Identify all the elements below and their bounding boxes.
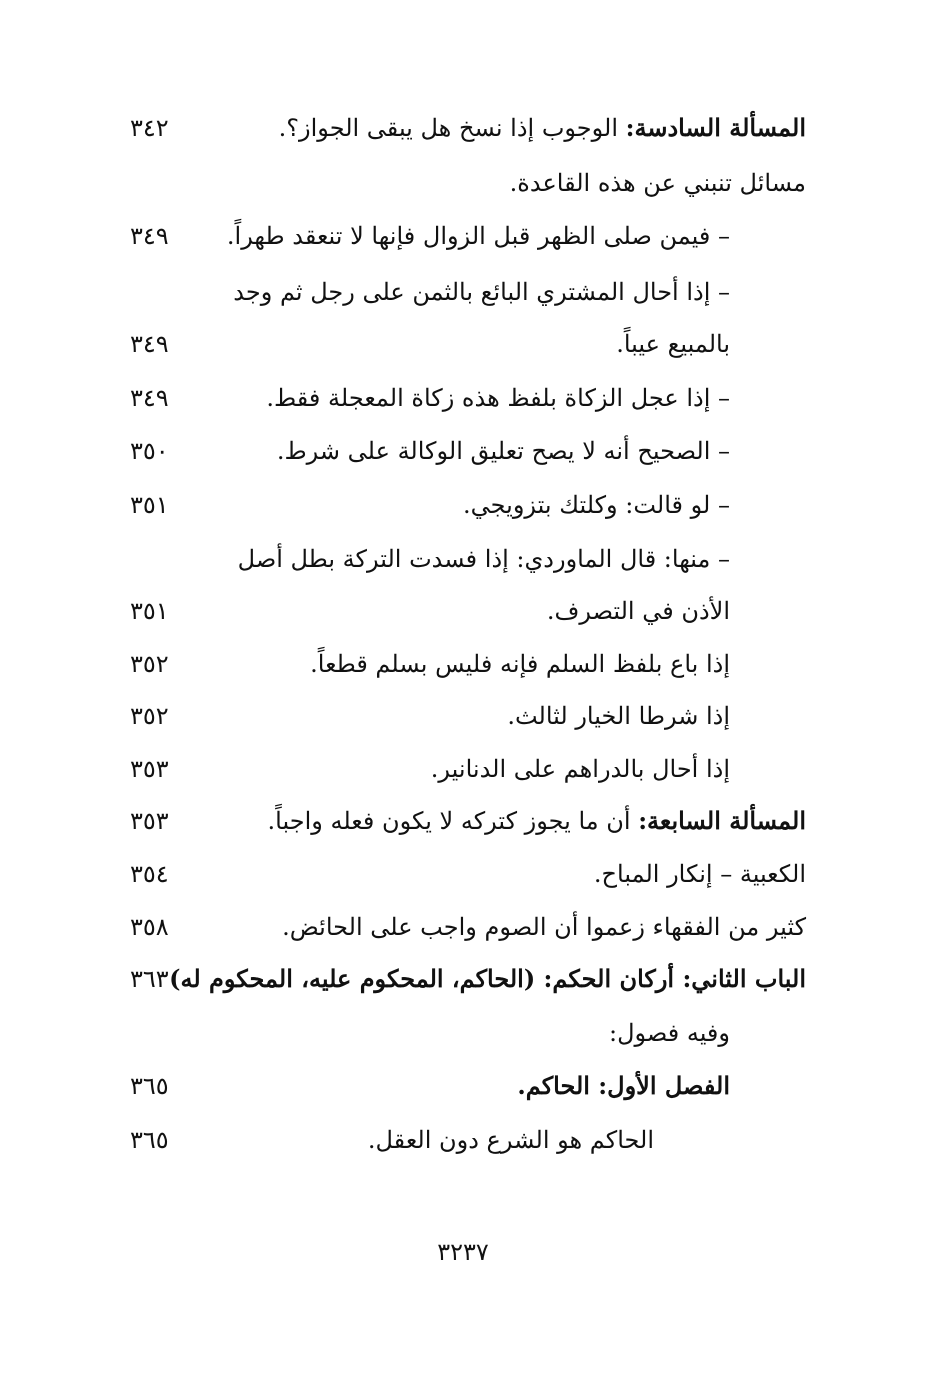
entry-body: – فيمن صلى الظهر قبل الزوال فإنها لا تنعقد طهراً. — [226, 222, 730, 250]
entry-text — [609, 1007, 730, 1059]
entry-page-number: ٣٥٣ — [130, 755, 169, 783]
entry-body: الحاكم هو الشرع دون العقل. — [367, 1126, 654, 1154]
entry-body: أن ما يجوز كتركه لا يكون فعله واجباً. — [267, 807, 639, 835]
entry-text — [277, 425, 730, 477]
page-folio: ٣٢٣٧ — [437, 1238, 489, 1266]
entry-page-number: ٣٥٢ — [130, 702, 169, 730]
entry-text — [227, 210, 730, 262]
toc-entry — [0, 1007, 926, 1059]
entry-text — [310, 638, 730, 690]
entry-text — [238, 533, 730, 585]
entry-text — [268, 795, 806, 847]
entry-body: – إذا عجل الزكاة بلفظ هذه زكاة المعجلة فقط. — [266, 384, 730, 412]
toc-entry — [0, 533, 926, 585]
entry-page-number: ٣٦٣ — [130, 965, 169, 993]
entry-page-number: ٣٥٨ — [130, 913, 169, 941]
toc-entry — [0, 901, 926, 953]
entry-text — [279, 102, 806, 154]
entry-text — [507, 690, 730, 742]
entry-body: كثير من الفقهاء زعموا أن الصوم واجب على الحائض. — [282, 913, 806, 941]
entry-page-number: ٣٤٢ — [130, 114, 169, 142]
entry-body: وفيه فصول: — [608, 1019, 730, 1047]
toc-entry — [0, 690, 926, 742]
toc-entry — [0, 848, 926, 900]
entry-body: إذا باع بلفظ السلم فإنه فليس بسلم قطعاً. — [310, 650, 730, 678]
entry-body: – لو قالت: وكلتك بتزويجي. — [463, 491, 730, 519]
entry-page-number: ٣٦٥ — [130, 1126, 169, 1154]
entry-page-number: ٣٤٩ — [130, 330, 169, 358]
entry-body: الكعبية – إنكار المباح. — [593, 860, 806, 888]
entry-text — [463, 479, 730, 531]
entry-page-number: ٣٥٤ — [130, 860, 169, 888]
entry-text — [169, 953, 806, 1005]
entry-text — [368, 1114, 654, 1166]
entry-text — [517, 1060, 730, 1112]
entry-body: بالمبيع عيباً. — [616, 330, 730, 358]
entry-body: – الصحيح أنه لا يصح تعليق الوكالة على شرط. — [276, 437, 730, 465]
toc-entry — [0, 102, 926, 154]
entry-page-number: ٣٦٥ — [130, 1072, 169, 1100]
toc-entry — [0, 266, 926, 318]
toc-entry — [0, 157, 926, 209]
entry-page-number: ٣٥١ — [130, 491, 169, 519]
entry-heading: الباب الثاني: أركان الحكم: (الحاكم، المحكوم عليه، المحكوم له) — [169, 964, 806, 993]
toc-entry — [0, 743, 926, 795]
entry-text — [266, 372, 730, 424]
entry-body: إذا شرطا الخيار لثالث. — [507, 702, 730, 730]
entry-heading: المسألة السادسة: — [625, 113, 806, 142]
entry-page-number: ٣٥١ — [130, 597, 169, 625]
entry-page-number: ٣٤٩ — [130, 384, 169, 412]
entry-text — [431, 743, 730, 795]
toc-entry — [0, 1060, 926, 1112]
toc-entry — [0, 372, 926, 424]
toc-entry — [0, 425, 926, 477]
entry-page-number: ٣٤٩ — [130, 222, 169, 250]
toc-entry — [0, 585, 926, 637]
toc-entry — [0, 638, 926, 690]
entry-body: الوجوب إذا نسخ هل يبقى الجواز؟. — [278, 114, 626, 142]
entry-body: – منها: قال الماوردي: إذا فسدت التركة بطل أصل — [237, 545, 730, 573]
toc-entry — [0, 210, 926, 262]
entry-page-number: ٣٥٢ — [130, 650, 169, 678]
toc-entry — [0, 318, 926, 370]
toc-entry — [0, 953, 926, 1005]
toc-entry — [0, 795, 926, 847]
toc-entry — [0, 1114, 926, 1166]
entry-text — [594, 848, 806, 900]
entry-text — [510, 157, 806, 209]
entry-text — [616, 318, 730, 370]
entry-heading: المسألة السابعة: — [638, 806, 806, 835]
entry-heading: الفصل الأول: الحاكم. — [517, 1071, 730, 1100]
entry-text — [547, 585, 730, 637]
entry-page-number: ٣٥٣ — [130, 807, 169, 835]
entry-body: – إذا أحال المشتري البائع بالثمن على رجل ثم وجد — [233, 278, 730, 306]
entry-body: مسائل تنبني عن هذه القاعدة. — [509, 169, 806, 197]
entry-text — [282, 901, 806, 953]
toc-entry — [0, 479, 926, 531]
entry-text — [233, 266, 730, 318]
entry-body: الأذن في التصرف. — [546, 597, 730, 625]
entry-body: إذا أحال بالدراهم على الدنانير. — [430, 755, 730, 783]
entry-page-number: ٣٥٠ — [130, 437, 169, 465]
